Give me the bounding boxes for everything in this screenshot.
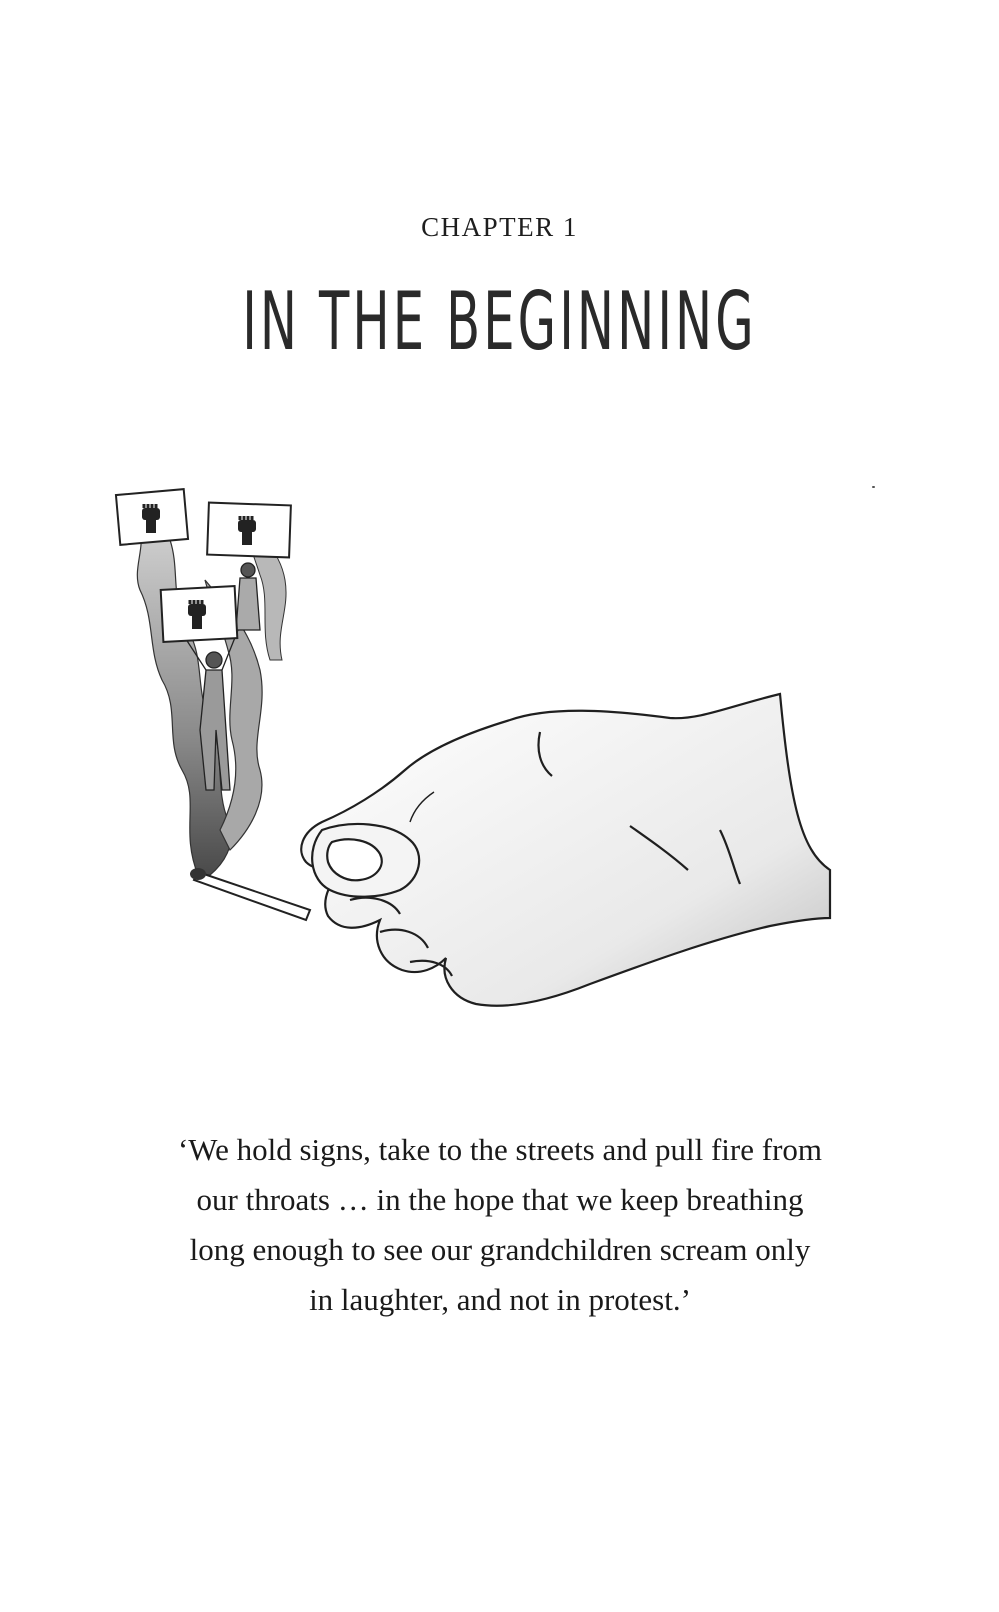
protest-sign [116, 489, 188, 545]
hand [301, 694, 830, 1006]
quote-line: in laughter, and not in protest.’ [309, 1282, 691, 1317]
quote-line: ‘We hold signs, take to the streets and pull fire from [177, 1132, 823, 1167]
quote-line: long enough to see our grandchildren scream only [189, 1232, 811, 1267]
epigraph-quote [120, 1125, 880, 1325]
ink-speck [872, 486, 875, 488]
protest-sign [207, 503, 291, 558]
hand-holding-match-illustration [110, 470, 850, 1050]
quote-line: our throats … in the hope that we keep breathing [196, 1182, 804, 1217]
chapter-title: IN THE BEGINNING [242, 275, 757, 368]
chapter-label: CHAPTER 1 [421, 212, 578, 242]
protester-figure [236, 563, 260, 630]
protest-sign [161, 586, 238, 642]
match-stick [190, 868, 310, 920]
